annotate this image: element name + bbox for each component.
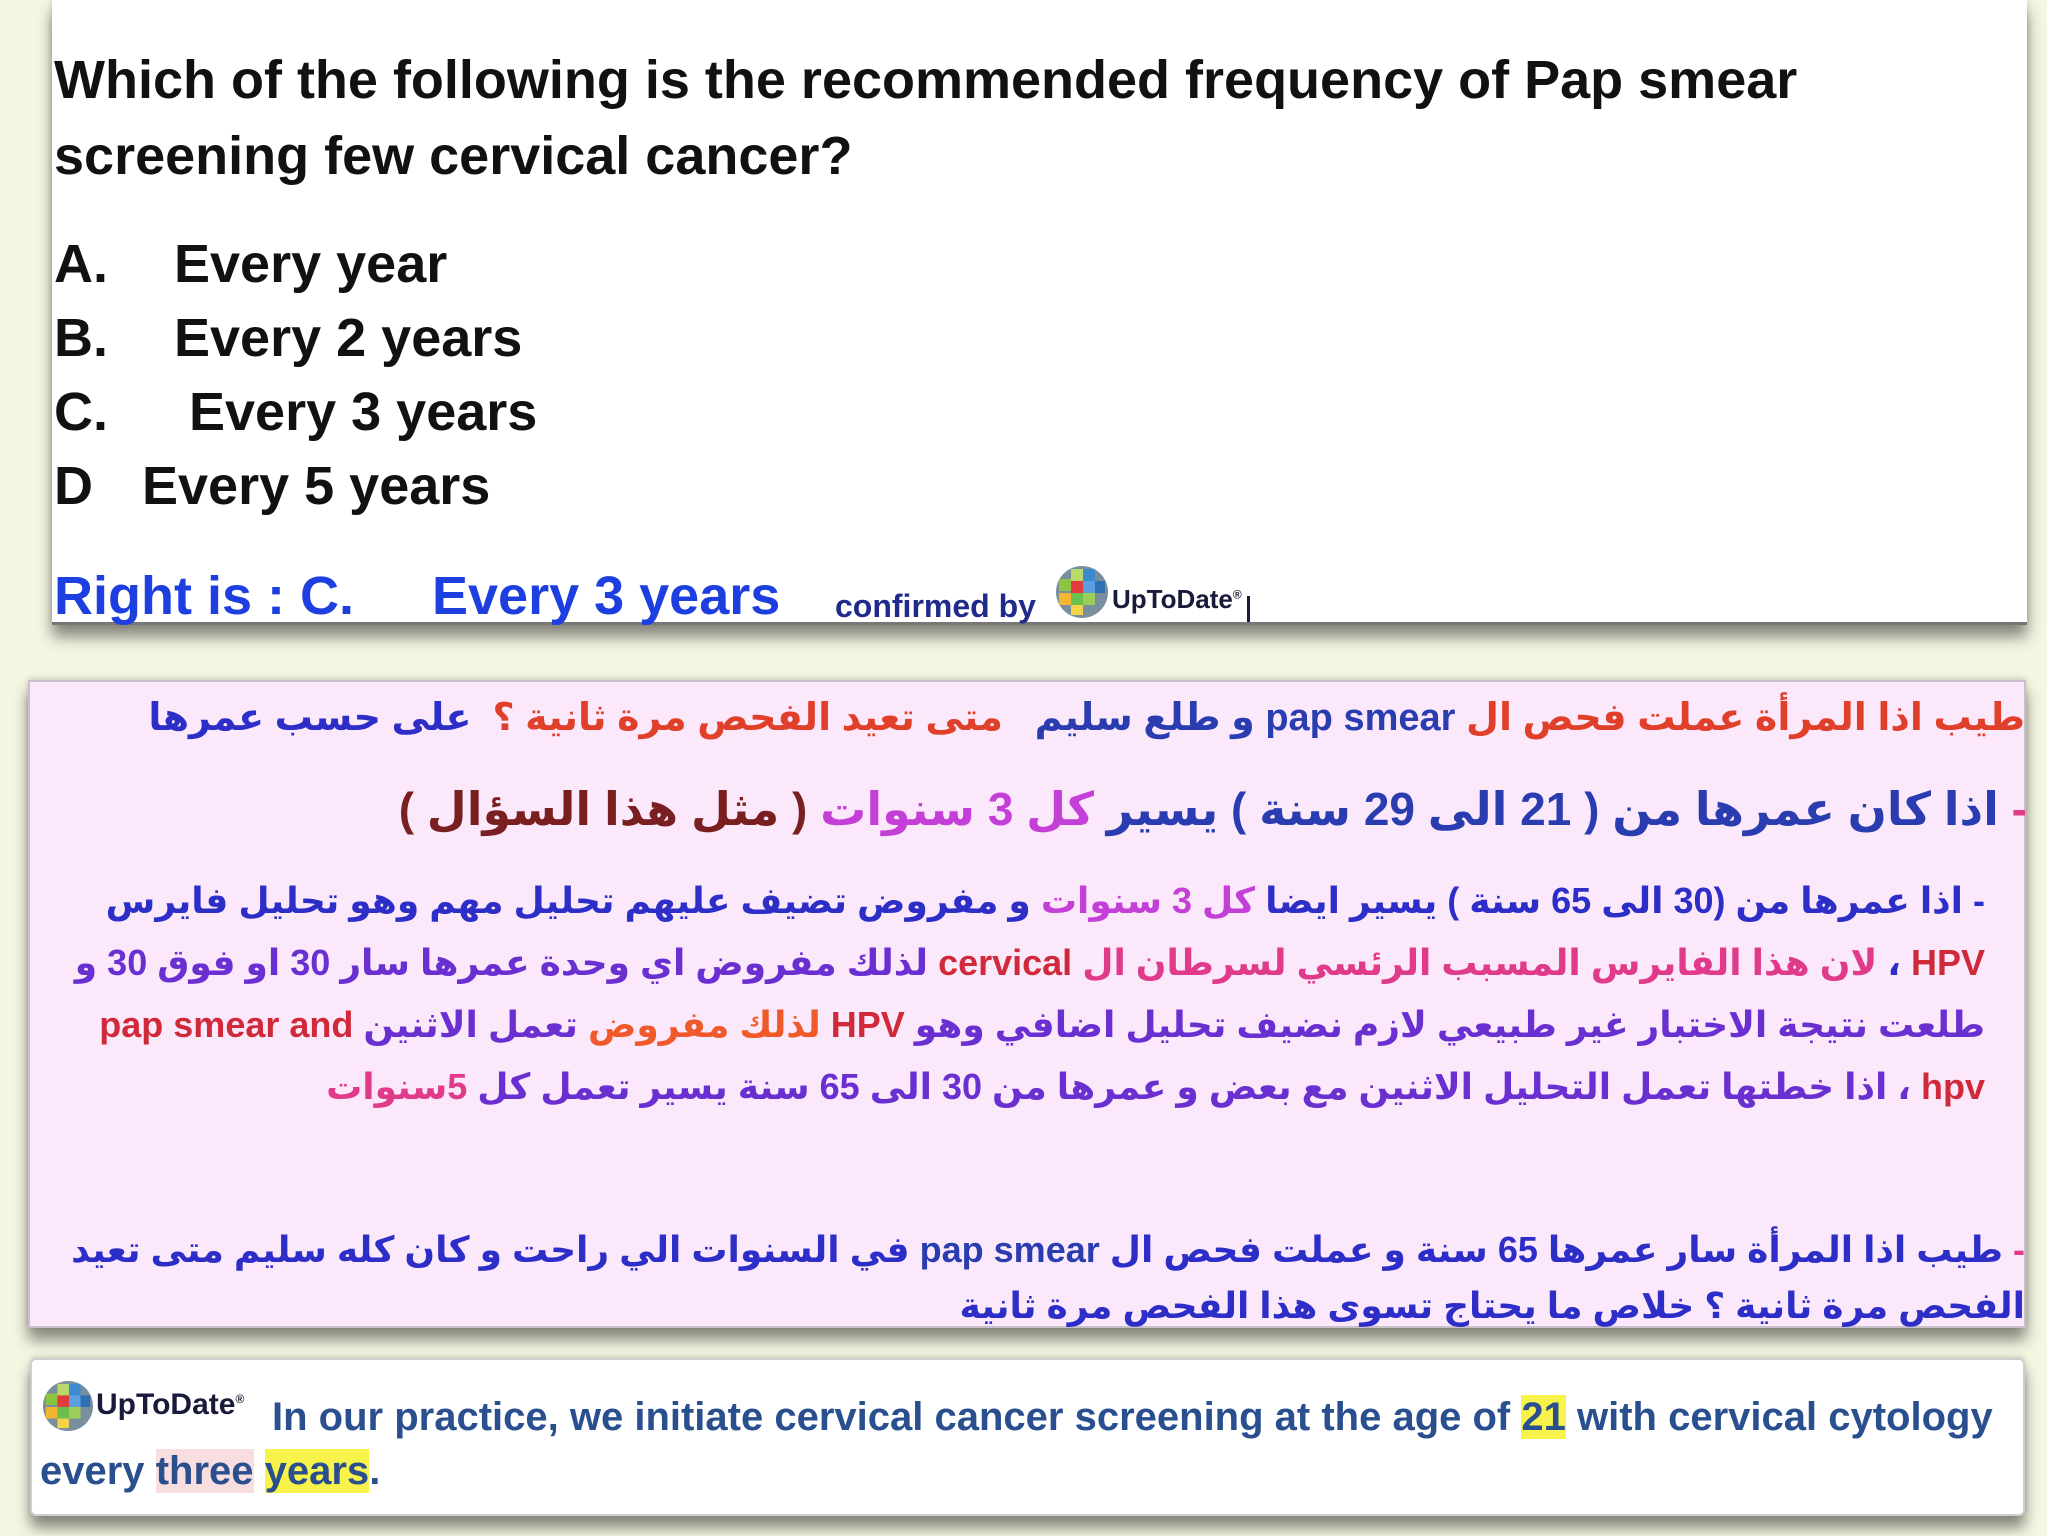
option-label: Every 2 years bbox=[174, 308, 523, 368]
explanation-line-2: - اذا كان عمرها من ( 21 الى 29 سنة ) يسير كل 3 سنوات ( مثل هذا السؤال ) bbox=[398, 783, 2027, 835]
highlight-years: years bbox=[264, 1449, 370, 1493]
answer-text: Every 3 years bbox=[431, 566, 781, 626]
text-cursor bbox=[1247, 596, 1250, 622]
correct-answer bbox=[54, 565, 780, 627]
option-a[interactable] bbox=[54, 232, 447, 296]
explanation-paragraph: - اذا عمرها من (30 الى 65 سنة ) يسير ايضا كل 3 سنوات و مفروض تضيف عليهم تحليل مهم وهو تحليل فايرس HPV ، لان هذا الفايرس المسبب الرئسي لسرطان ال cervical لذلك مفروض اي وحدة عمرها سار 30 او فوق 30 و طلعت نتيجة الاختبار غير طبيعي لازم نضيف تحليل اضافي وهو HPV لذلك مفروض تعمل الاثنين pap smear and hpv ، اذا خطتها تعمل التحليل الاثنين مع بعض و عمرها من 30 الى 65 سنة يسير تعمل كل 5سنوات bbox=[74, 880, 1985, 1107]
option-letter: D bbox=[54, 456, 93, 516]
explanation-line-1: طيب اذا المرأة عملت فحص ال pap smear و طلع سليم متى تعيد الفحص مرة ثانية ؟ على حسب عمرها bbox=[148, 697, 2025, 739]
option-c[interactable] bbox=[54, 380, 537, 444]
option-letter: A. bbox=[54, 234, 108, 294]
highlight-age: 21 bbox=[1521, 1395, 1566, 1439]
option-label: Every year bbox=[174, 234, 448, 294]
option-label: Every 3 years bbox=[189, 382, 538, 442]
uptodate-logo-icon bbox=[1055, 565, 1109, 619]
option-letter: B. bbox=[54, 308, 108, 368]
explanation-line-last: - طيب اذا المرأة سار عمرها 65 سنة و عملت فحص ال pap smear في السنوات الي راحت و كان كله سليم متى تعيد الفحص مرة ثانية ؟ خلاص ما يحتاج تسوى هذا الفحص مرة ثانية bbox=[71, 1229, 2025, 1326]
answer-prefix: Right is : C. bbox=[54, 566, 354, 626]
option-letter: C. bbox=[54, 382, 108, 442]
confirmed-by-label: confirmed by bbox=[835, 588, 1036, 624]
highlight-three: three bbox=[155, 1449, 254, 1493]
option-d[interactable] bbox=[54, 454, 490, 518]
reference-quote: In our practice, we initiate cervical cancer screening at the age of 21 with cervical cytology every three years. bbox=[40, 1395, 1993, 1493]
uptodate-wordmark: UpToDate® bbox=[96, 1388, 245, 1421]
option-label: Every 5 years bbox=[142, 456, 491, 516]
question-text: Which of the following is the recommended frequency of Pap smear screening few cervical cancer? bbox=[54, 50, 1798, 186]
option-b[interactable] bbox=[54, 306, 522, 370]
uptodate-wordmark: UpToDate® bbox=[1112, 584, 1242, 614]
